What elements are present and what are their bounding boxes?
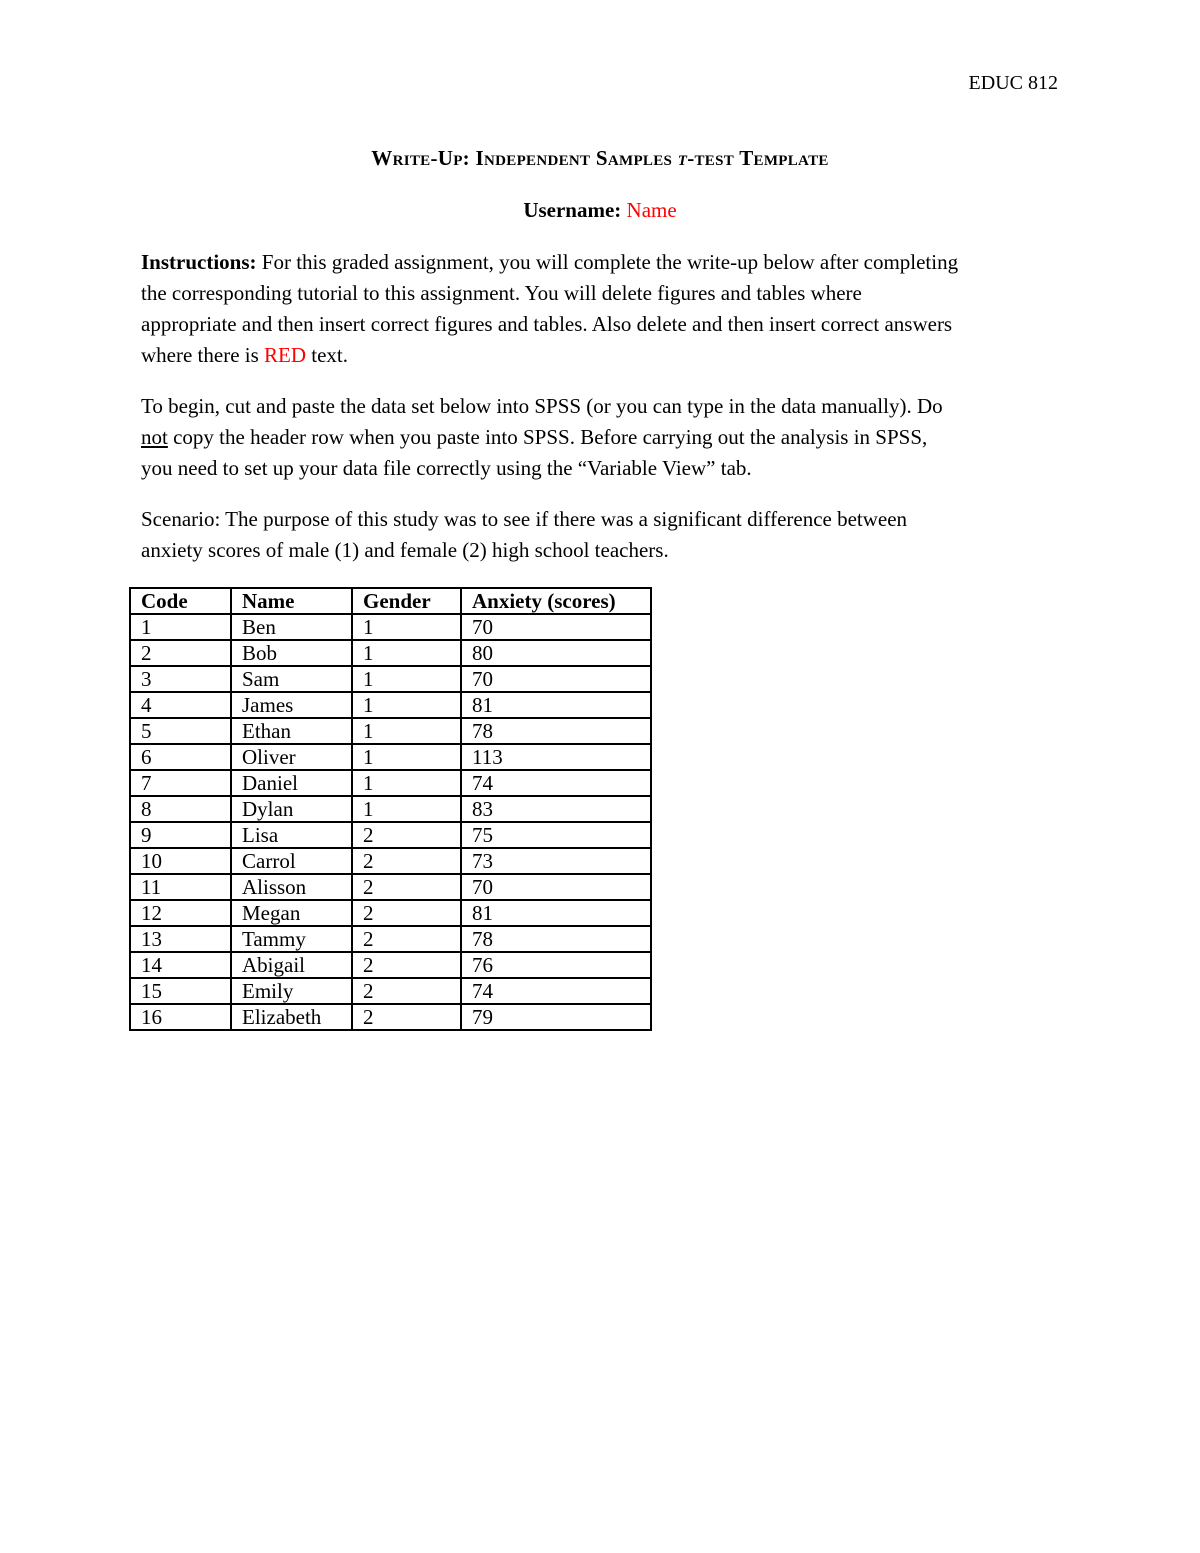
cell-code: 6: [130, 744, 231, 770]
cell-code: 14: [130, 952, 231, 978]
table-row: [130, 692, 651, 718]
cell-gender: 1: [352, 744, 461, 770]
instructions-label: Instructions:: [141, 250, 257, 274]
cell-code: 8: [130, 796, 231, 822]
cell-code: 1: [130, 614, 231, 640]
cell-code: 10: [130, 848, 231, 874]
cell-anxiety: 70: [461, 874, 651, 900]
cell-anxiety: 80: [461, 640, 651, 666]
cell-code: 16: [130, 1004, 231, 1030]
instructions-text-4b: text.: [306, 343, 349, 367]
scenario-line-1: Scenario: The purpose of this study was to see if there was a significant difference between: [141, 507, 908, 531]
begin-line-1: To begin, cut and paste the data set below into SPSS (or you can type in the data manually). Do: [141, 394, 943, 418]
header-anxiety: Anxiety (scores): [461, 588, 651, 614]
instructions-line-4: [141, 340, 1066, 371]
cell-anxiety: 83: [461, 796, 651, 822]
cell-anxiety: 78: [461, 718, 651, 744]
cell-name: Lisa: [231, 822, 352, 848]
cell-anxiety: 70: [461, 614, 651, 640]
table-body: [130, 614, 651, 1030]
begin-paragraph: [141, 391, 1066, 484]
cell-anxiety: 76: [461, 952, 651, 978]
cell-code: 4: [130, 692, 231, 718]
cell-name: Carrol: [231, 848, 352, 874]
cell-gender: 2: [352, 926, 461, 952]
table-header-row: [130, 588, 651, 614]
cell-name: Daniel: [231, 770, 352, 796]
cell-gender: 2: [352, 874, 461, 900]
cell-anxiety: 74: [461, 770, 651, 796]
header-name: Name: [231, 588, 352, 614]
cell-code: 7: [130, 770, 231, 796]
cell-anxiety: 73: [461, 848, 651, 874]
cell-name: Megan: [231, 900, 352, 926]
cell-name: Elizabeth: [231, 1004, 352, 1030]
cell-anxiety: 81: [461, 900, 651, 926]
cell-name: James: [231, 692, 352, 718]
cell-name: Ben: [231, 614, 352, 640]
scenario-line-2: anxiety scores of male (1) and female (2) high school teachers.: [141, 538, 669, 562]
cell-gender: 1: [352, 718, 461, 744]
course-code: EDUC 812: [968, 72, 1058, 94]
cell-name: Ethan: [231, 718, 352, 744]
username-value: Name: [626, 198, 677, 222]
table-row: [130, 822, 651, 848]
table-row: [130, 926, 651, 952]
table-row: [130, 952, 651, 978]
cell-code: 15: [130, 978, 231, 1004]
table-row: [130, 848, 651, 874]
table-row: [130, 614, 651, 640]
cell-code: 2: [130, 640, 231, 666]
instructions-paragraph: [141, 247, 1066, 371]
cell-code: 12: [130, 900, 231, 926]
username-label: Username:: [523, 198, 622, 222]
table-row: [130, 666, 651, 692]
cell-name: Alisson: [231, 874, 352, 900]
cell-gender: 1: [352, 692, 461, 718]
underlined-not: not: [141, 425, 168, 449]
table-row: [130, 874, 651, 900]
cell-code: 9: [130, 822, 231, 848]
cell-anxiety: 79: [461, 1004, 651, 1030]
begin-line-2: [141, 422, 1066, 453]
cell-gender: 1: [352, 770, 461, 796]
title-part1: Write-Up: Independent Samples: [371, 146, 678, 170]
cell-gender: 2: [352, 822, 461, 848]
cell-gender: 1: [352, 614, 461, 640]
cell-code: 3: [130, 666, 231, 692]
table-row: [130, 770, 651, 796]
header-code: Code: [130, 588, 231, 614]
cell-anxiety: 78: [461, 926, 651, 952]
cell-gender: 2: [352, 952, 461, 978]
table-row: [130, 718, 651, 744]
instructions-text-4a: where there is: [141, 343, 265, 367]
begin-text-2: copy the header row when you paste into SPSS. Before carrying out the analysis in SPSS,: [167, 425, 928, 449]
cell-code: 13: [130, 926, 231, 952]
cell-anxiety: 113: [461, 744, 651, 770]
cell-name: Bob: [231, 640, 352, 666]
cell-gender: 1: [352, 666, 461, 692]
instructions-line-1: [141, 247, 1066, 278]
cell-anxiety: 74: [461, 978, 651, 1004]
cell-name: Tammy: [231, 926, 352, 952]
cell-gender: 2: [352, 1004, 461, 1030]
table-row: [130, 640, 651, 666]
cell-name: Emily: [231, 978, 352, 1004]
cell-name: Sam: [231, 666, 352, 692]
cell-code: 5: [130, 718, 231, 744]
cell-gender: 2: [352, 978, 461, 1004]
cell-name: Dylan: [231, 796, 352, 822]
cell-name: Oliver: [231, 744, 352, 770]
table-row: [130, 1004, 651, 1030]
table-row: [130, 796, 651, 822]
instructions-text-1: For this graded assignment, you will complete the write-up below after completing: [256, 250, 959, 274]
instructions-line-3: appropriate and then insert correct figures and tables. Also delete and then insert correct answers: [141, 312, 953, 336]
cell-gender: 1: [352, 640, 461, 666]
scenario-paragraph: [141, 504, 1066, 566]
table-row: [130, 900, 651, 926]
table-row: [130, 978, 651, 1004]
cell-gender: 1: [352, 796, 461, 822]
cell-name: Abigail: [231, 952, 352, 978]
table-row: [130, 744, 651, 770]
cell-code: 11: [130, 874, 231, 900]
cell-gender: 2: [352, 848, 461, 874]
document-title: [0, 144, 1200, 172]
red-keyword: RED: [264, 343, 307, 367]
username-line: [0, 196, 1200, 224]
cell-anxiety: 81: [461, 692, 651, 718]
cell-anxiety: 70: [461, 666, 651, 692]
title-part2: t: [677, 146, 688, 170]
begin-line-3: you need to set up your data file correctly using the “Variable View” tab.: [141, 456, 752, 480]
header-gender: Gender: [352, 588, 461, 614]
data-table: [129, 587, 652, 1031]
cell-gender: 2: [352, 900, 461, 926]
title-part3: -test Template: [687, 146, 829, 170]
cell-anxiety: 75: [461, 822, 651, 848]
instructions-line-2: the corresponding tutorial to this assignment. You will delete figures and tables where: [141, 281, 862, 305]
